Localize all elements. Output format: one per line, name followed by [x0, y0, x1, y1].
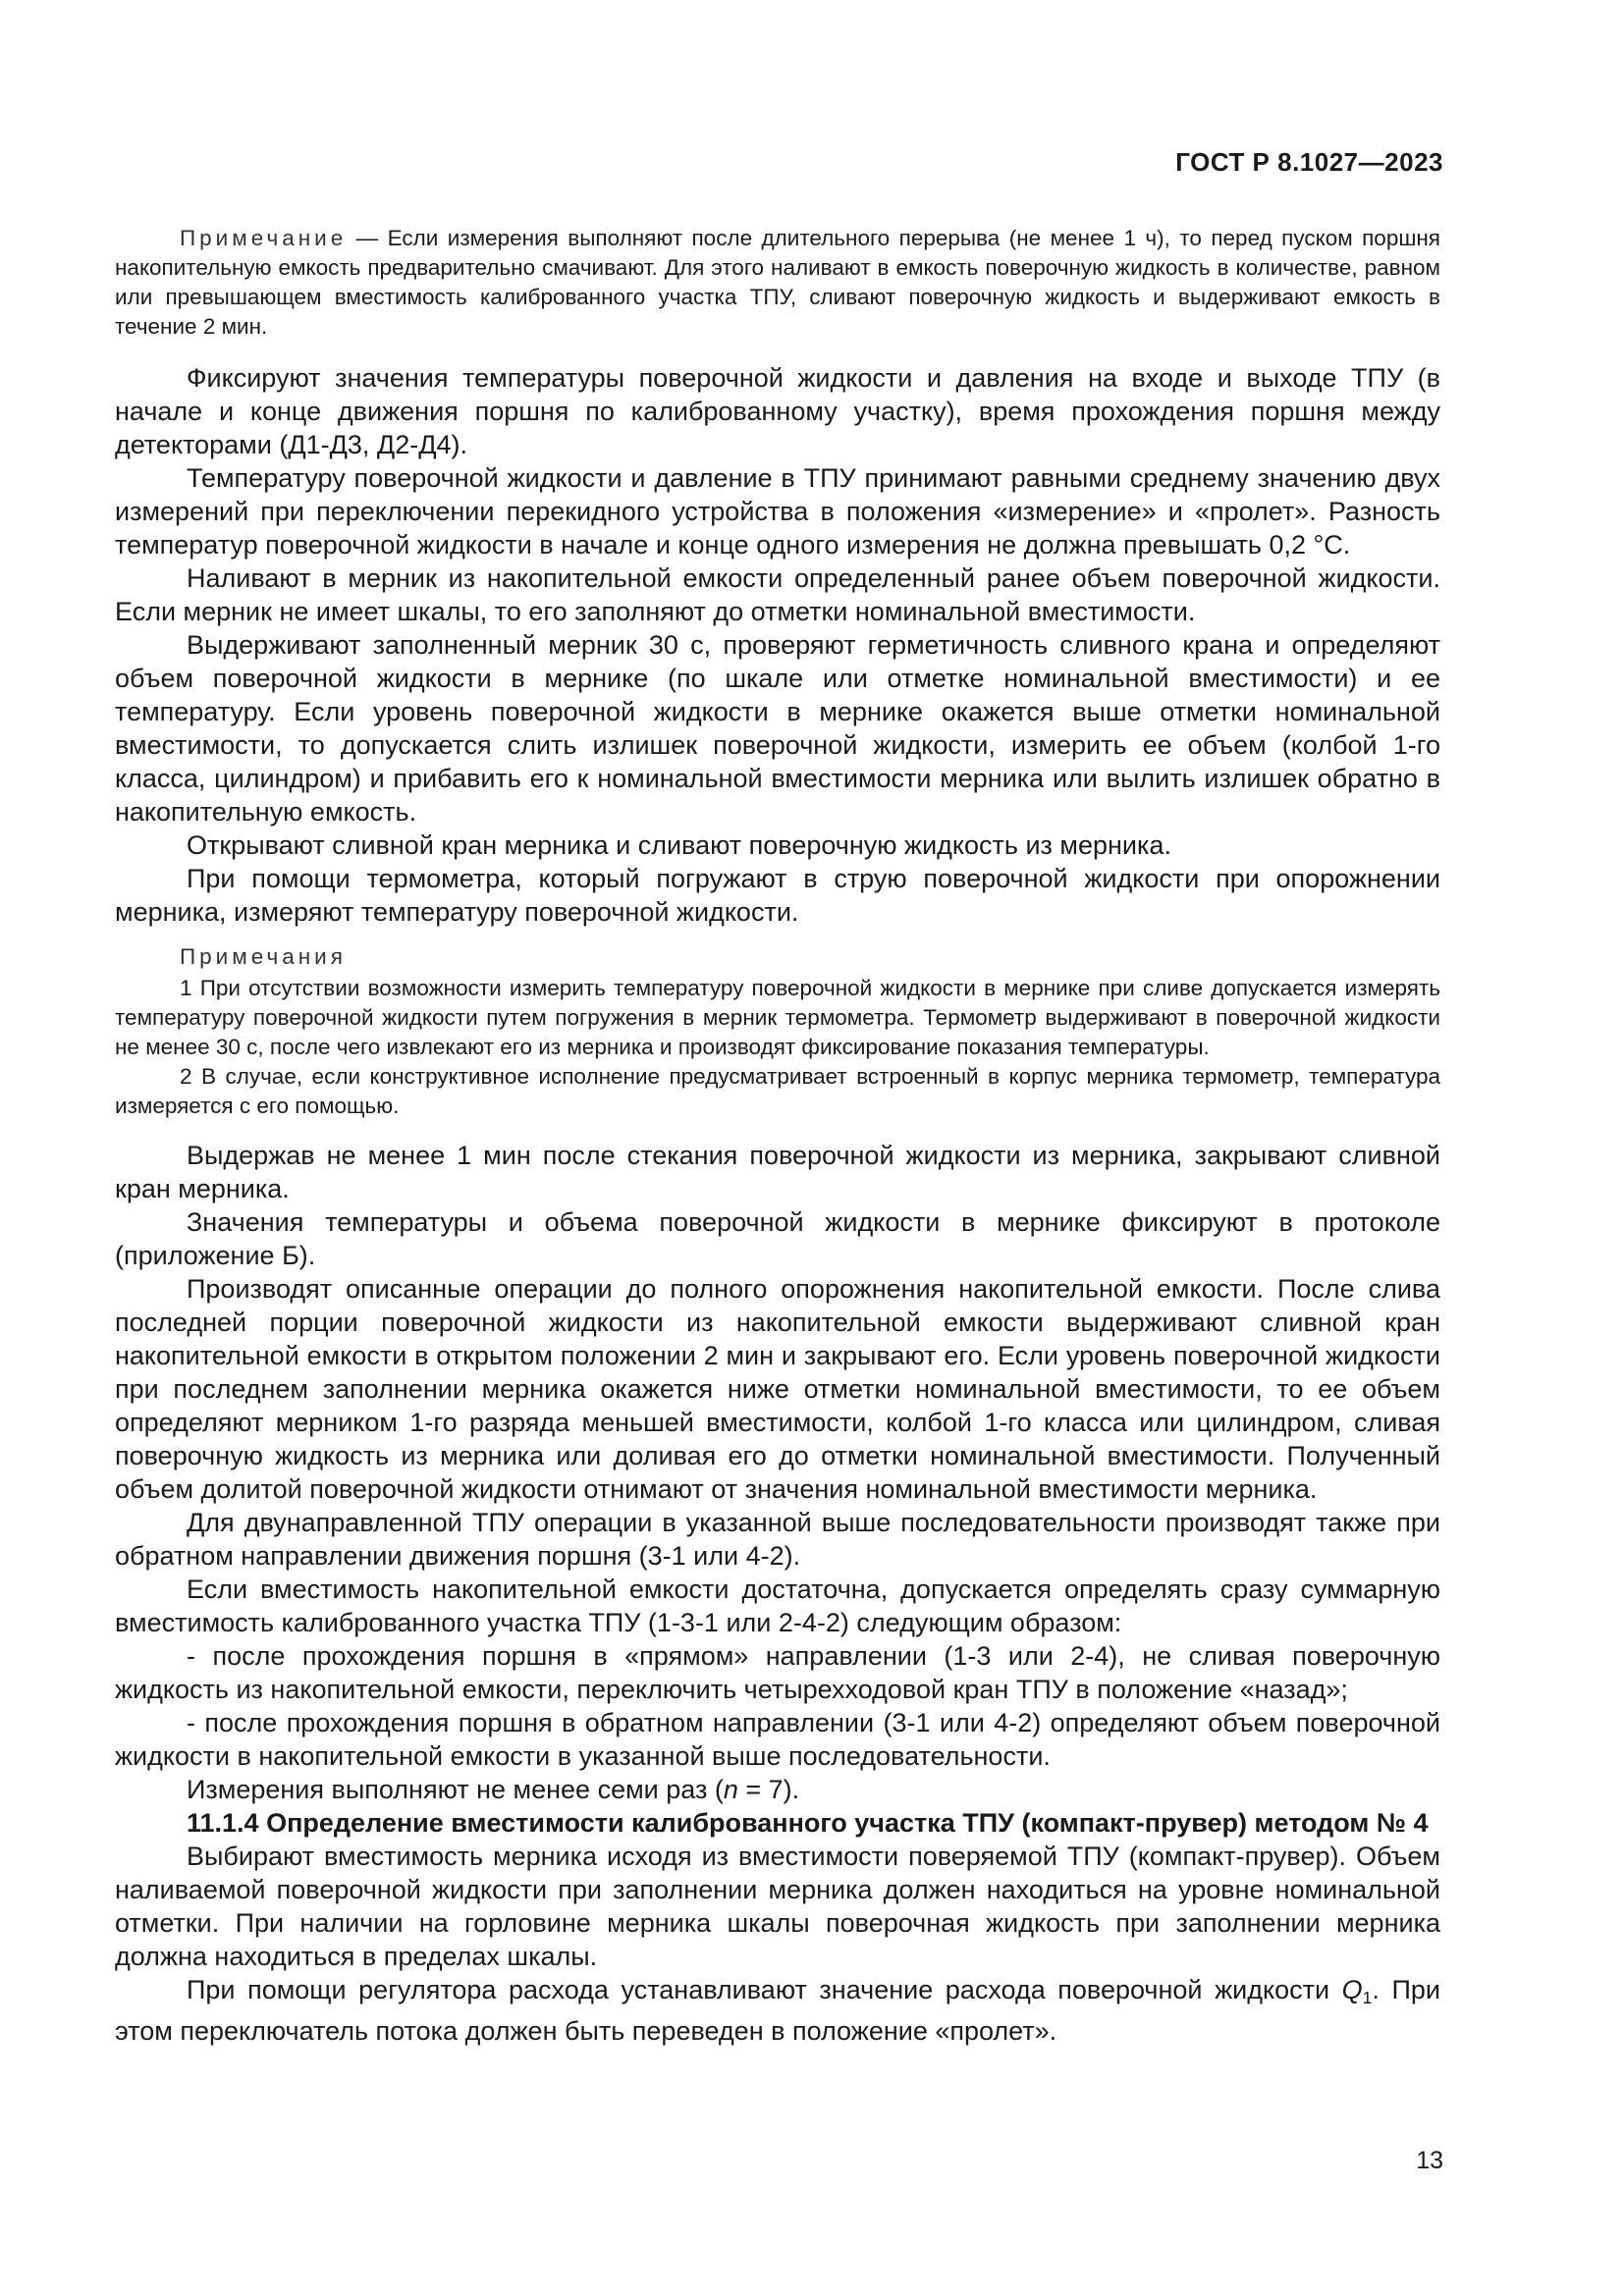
variable-q: Q: [1341, 1975, 1363, 2004]
notes-block: [115, 942, 1440, 1121]
page-body: [115, 224, 1440, 2048]
document-header: ГОСТ Р 8.1027—2023: [1175, 147, 1443, 177]
paragraphs-a: [115, 361, 1440, 929]
paragraph: Значения температуры и объема поверочной жидкости в мернике фиксируют в протоколе (приложение Б).: [115, 1207, 1440, 1270]
note-item: 2 В случае, если конструктивное исполнение предусматривает встроенный в корпус мерника термометр, температура измеряется с его помощью.: [115, 1064, 1440, 1118]
measure-count-line: [115, 1773, 1440, 1806]
flow-paragraph: [115, 1973, 1440, 2048]
measure-text: Измерения выполняют не менее семи раз (: [187, 1775, 724, 1804]
measure-text-end: = 7).: [737, 1775, 800, 1804]
paragraph: Для двунаправленной ТПУ операции в указанной выше последовательности производят также при обратном направлении движения поршня (3-1 или 4-2).: [115, 1508, 1440, 1571]
paragraphs-b: [115, 1139, 1440, 1806]
flow-text: При помощи регулятора расхода устанавливают значение расхода поверочной жидкости: [187, 1975, 1342, 2004]
variable-n: n: [723, 1775, 738, 1804]
note-item: 1 При отсутствии возможности измерить температуру поверочной жидкости в мернике при сливе допускается измерять температуру поверочной жидкости путем погружения в мерник термометра. Термометр выдерживают в поверочной жидкости не менее 30 с, после чего извлекают его из мерника и производят фиксирование показания температуры.: [115, 976, 1440, 1059]
paragraph: При помощи термометра, который погружают в струю поверочной жидкости при опорожнении мерника, измеряют температуру поверочной жидкости.: [115, 864, 1440, 927]
paragraph: Температуру поверочной жидкости и давление в ТПУ принимают равными среднему значению двух измерений при переключении перекидного устройства в положения «измерение» и «пролет». Разность температур поверочной жидкости в начале и конце одного измерения не должна превышать 0,2 °С.: [115, 463, 1440, 560]
notes-title: Примечания: [180, 944, 347, 969]
paragraph: Выдерживают заполненный мерник 30 с, проверяют герметичность сливного крана и определяют объем поверочной жидкости в мернике (по шкале или отметке номинальной вместимости) и ее температуру. Если уровень поверочной жидкости в мернике окажется выше отметки номинальной вместимости, то допускается слить излишек поверочной жидкости, измерить ее объем (колбой 1-го класса, цилиндром) и прибавить его к номинальной вместимости мерника или вылить излишек обратно в накопительную емкость.: [115, 630, 1440, 827]
paragraph: Открывают сливной кран мерника и сливают поверочную жидкость из мерника.: [187, 830, 1171, 860]
paragraph: - после прохождения поршня в обратном направлении (3-1 или 4-2) определяют объем поверочной жидкости в накопительной емкости в указанной выше последовательности.: [115, 1708, 1440, 1771]
intro-note: [115, 224, 1440, 342]
paragraph: Производят описанные операции до полного опорожнения накопительной емкости. После слива последней порции поверочной жидкости из накопительной емкости выдерживают сливной кран накопительной емкости в открытом положении 2 мин и закрывают его. Если уровень поверочной жидкости при последнем заполнении мерника окажется ниже отметки номинальной вместимости, то ее объем определяют мерником 1-го разряда меньшей вместимости, колбой 1-го класса или цилиндром, сливая поверочную жидкость из мерника или доливая его до отметки номинальной вместимости. Полученный объем долитой поверочной жидкости отнимают от значения номинальной вместимости мерника.: [115, 1274, 1440, 1504]
note-text: — Если измерения выполняют после длительного перерыва (не менее 1 ч), то перед пуском поршня накопительную емкость предварительно смачивают. Для этого наливают в емкость поверочную жидкость в количестве, равном или превышающем вместимость калиброванного участка ТПУ, сливают поверочную жидкость и выдерживают емкость в течение 2 мин.: [115, 226, 1440, 339]
section-heading: 11.1.4 Определение вместимости калиброванного участка ТПУ (компакт-прувер) методом № 4: [187, 1808, 1429, 1838]
paragraphs-c: [115, 1840, 1440, 2048]
paragraph: Фиксируют значения температуры поверочной жидкости и давления на входе и выходе ТПУ (в начале и конце движения поршня по калиброванному участку), время прохождения поршня между детекторами (Д1-Д3, Д2-Д4).: [115, 363, 1440, 459]
note-label: Примечание: [180, 226, 348, 250]
paragraph: Если вместимость накопительной емкости достаточна, допускается определять сразу суммарную вместимость калиброванного участка ТПУ (1-3-1 или 2-4-2) следующим образом:: [115, 1575, 1440, 1637]
variable-q-subscript: 1: [1362, 1988, 1373, 2007]
paragraph: Выбирают вместимость мерника исходя из вместимости поверяемой ТПУ (компакт-прувер). Объем наливаемой поверочной жидкости при заполнении мерника должен находиться на уровне номинальной отметки. При наличии на горловине мерника шкалы поверочная жидкость при заполнении мерника должна находиться в пределах шкалы.: [115, 1842, 1440, 1971]
paragraph: Наливают в мерник из накопительной емкости определенный ранее объем поверочной жидкости. Если мерник не имеет шкалы, то его заполняют до отметки номинальной вместимости.: [115, 563, 1440, 626]
page-number: 13: [1416, 2147, 1443, 2174]
flow-text-end: . При этом переключатель потока должен быть переведен в положение «пролет».: [115, 1975, 1441, 2046]
paragraph: - после прохождения поршня в «прямом» направлении (1-3 или 2-4), не сливая поверочную жидкость из накопительной емкости, переключить четырехходовой кран ТПУ в положение «назад»;: [115, 1641, 1440, 1704]
paragraph: Выдержав не менее 1 мин после стекания поверочной жидкости из мерника, закрывают сливной кран мерника.: [115, 1141, 1440, 1203]
